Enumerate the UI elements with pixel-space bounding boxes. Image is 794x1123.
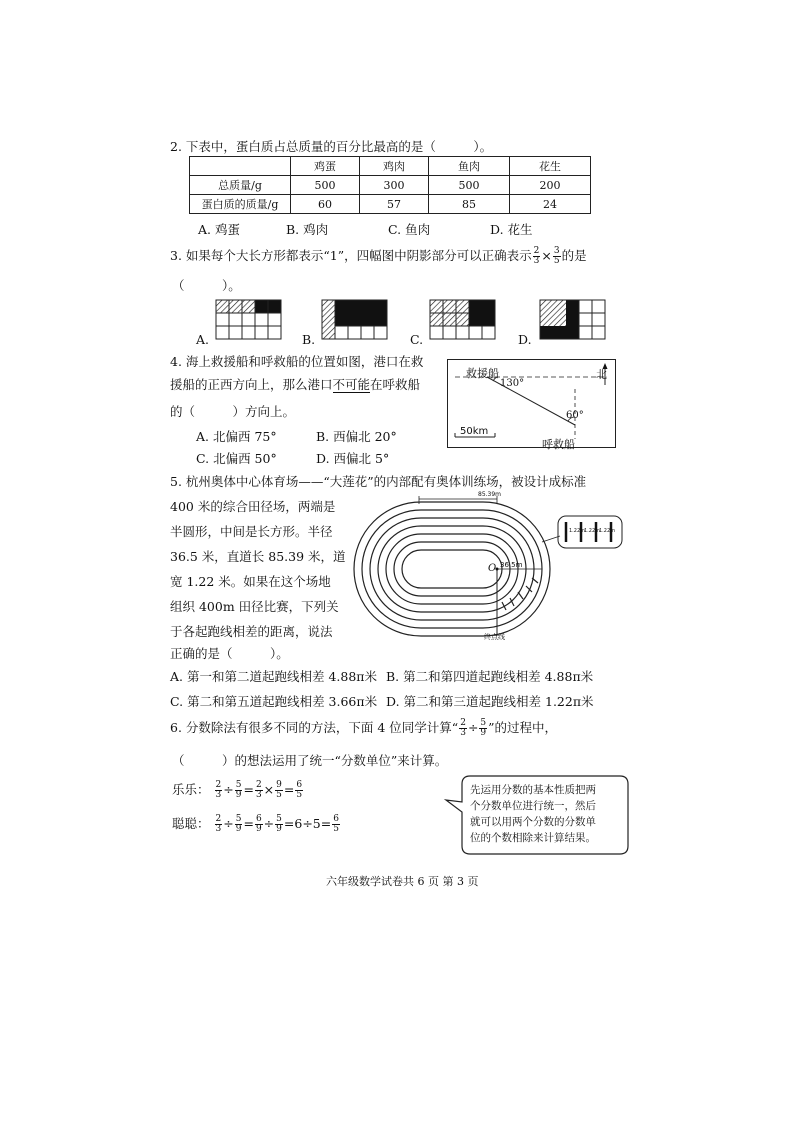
q5-line5: 宽 1.22 米。如果在这个场地	[170, 574, 331, 589]
q3-label-d: D.	[518, 332, 532, 347]
q5-line8: 正确的是（ ）。	[170, 646, 289, 661]
q4-option-a: A. 北偏西 75°	[196, 429, 277, 444]
q2-option-b: B. 鸡肉	[286, 222, 329, 237]
table-cell: 300	[360, 176, 429, 195]
q4-option-d: D. 西偏北 5°	[316, 451, 390, 466]
q5-line7: 于各起跑线相差的距离，说法	[170, 624, 333, 639]
q5-radius-label: 36.5m	[500, 561, 523, 569]
table-cell: 85	[429, 195, 510, 214]
divide-sign: ÷	[467, 720, 479, 735]
q5-line4: 36.5 米，直道长 85.39 米，道	[170, 549, 346, 564]
q6-line1-text: 6. 分数除法有很多不同的方法，下面 4 位同学计算“	[170, 720, 459, 735]
q2-option-a: A. 鸡蛋	[198, 222, 240, 237]
q5-line6: 组织 400m 田径比赛，下列关	[170, 599, 339, 614]
q6-line2: （ ）的想法运用了统一“分数单位”来计算。	[172, 753, 448, 768]
q4-option-c: C. 北偏西 50°	[196, 451, 277, 466]
table-cell: 24	[510, 195, 591, 214]
table-cell: 60	[291, 195, 360, 214]
q5-line2: 400 米的综合田径场，两端是	[170, 499, 336, 514]
q5-lane-width-2: 1.22m	[584, 528, 601, 534]
q5-option-c: C. 第二和第五道起跑线相差 3.66π米	[170, 694, 378, 709]
q4-scale-label: 50km	[460, 426, 489, 437]
student-name: 乐乐：	[172, 782, 210, 797]
table-cell: 500	[291, 176, 360, 195]
table-cell: 总质量/g	[190, 176, 291, 195]
q4-caller-label: 呼救船	[542, 438, 575, 451]
q6-lele: 乐乐： $\frac{2}{3}$ ÷ $\frac{5}{9}$ = $\frac{2}{3}$ × $\frac{9}{5}$ = $\frac{6}{5}$	[172, 780, 303, 800]
q4-rescue-label: 救援船	[466, 367, 499, 380]
table-cell: 鸡蛋	[291, 157, 360, 176]
page-footer: 六年级数学试卷共 6 页 第 3 页	[326, 875, 479, 888]
q5-option-d: D. 第二和第三道起跑线相差 1.22π米	[386, 694, 594, 709]
q4-line3: 的（ ）方向上。	[170, 404, 296, 419]
q3-stem	[170, 246, 587, 266]
q5-lane-width-3: 1.22m	[599, 528, 616, 534]
table-cell: 500	[429, 176, 510, 195]
q4-option-b: B. 西偏北 20°	[316, 429, 397, 444]
q6-line1-end: ”的过程中，	[488, 720, 558, 735]
q5-finish-label: 终点线	[484, 633, 505, 641]
q6-line1	[170, 718, 557, 738]
q2-option-d: D. 花生	[490, 222, 533, 237]
table-cell: 蛋白质的质量/g	[190, 195, 291, 214]
table-row	[190, 157, 591, 176]
q4-line1: 4. 海上救援船和呼救船的位置如图，港口在救	[170, 354, 424, 369]
q4-line2	[170, 375, 420, 393]
q4-line2-end: 在呼救船	[370, 377, 421, 392]
q4-line2-text: 援船的正西方向上，那么港口	[170, 377, 333, 392]
q3-paren: （ ）。	[172, 278, 241, 293]
q4-north-label: 北	[596, 368, 607, 381]
times-sign: ×	[541, 248, 552, 263]
q5-lane-width-1: 1.22m	[569, 528, 586, 534]
student-name: 聪聪：	[172, 816, 210, 831]
fraction: $\frac{3}{5}$	[553, 246, 560, 266]
q6-bubble-line-1: 先运用分数的基本性质把两	[470, 784, 596, 796]
q3-label-a: A.	[196, 332, 210, 347]
q3-label-c: C.	[410, 332, 424, 347]
q6-bubble-line-4: 位的个数相除来计算结果。	[470, 832, 596, 844]
q3-label-b: B.	[302, 332, 316, 347]
fraction: $\frac{2}{3}$	[533, 246, 540, 266]
q4-angle-1: 130°	[500, 378, 525, 389]
q6-bubble-line-2: 个分数单位进行统一，然后	[470, 800, 596, 812]
q6-congcong: 聪聪： $\frac{2}{3}$ ÷ $\frac{5}{9}$ = $\frac{6}{9}$ ÷ $\frac{5}{9}$ =6÷5= $\frac{6}{5}$	[172, 814, 339, 834]
q5-option-a: A. 第一和第二道起跑线相差 4.88π米	[170, 669, 377, 684]
q5-center-label: O	[488, 563, 497, 574]
q5-line1: 5. 杭州奥体中心体育场——“大莲花”的内部配有奥体训练场，被设计成标准	[170, 474, 587, 489]
q5-line3: 半圆形，中间是长方形。半径	[170, 524, 333, 539]
q3-figure-d	[540, 300, 605, 339]
table-cell: 200	[510, 176, 591, 195]
fraction: $\frac{2}{3}$	[460, 718, 466, 738]
table-cell: 57	[360, 195, 429, 214]
table-row	[190, 176, 591, 195]
q3-stem-end: 的是	[561, 248, 587, 263]
q3-figure-a	[216, 300, 281, 339]
table-cell: 鸡肉	[360, 157, 429, 176]
table-row	[190, 195, 591, 214]
table-cell: 鱼肉	[429, 157, 510, 176]
table-cell	[190, 157, 291, 176]
q5-option-b: B. 第二和第四道起跑线相差 4.88π米	[386, 669, 594, 684]
q4-angle-2: 60°	[566, 410, 584, 421]
q5-length-label: 85.39m	[478, 491, 502, 498]
q3-figures	[190, 296, 620, 346]
q6-bubble-line-3: 就可以用两个分数的分数单	[470, 816, 596, 828]
q2-option-c: C. 鱼肉	[388, 222, 431, 237]
q2-table	[189, 156, 591, 214]
q3-stem-text: 3. 如果每个大长方形都表示“1”，四幅图中阴影部分可以正确表示	[170, 248, 532, 263]
fraction: $\frac{5}{9}$	[480, 718, 487, 738]
q3-figure-c	[430, 300, 495, 339]
table-cell: 花生	[510, 157, 591, 176]
q4-emphasis: 不可能	[332, 377, 371, 392]
q3-figure-b	[322, 300, 387, 339]
q2-stem: 2. 下表中，蛋白质占总质量的百分比最高的是（ ）。	[170, 139, 493, 154]
